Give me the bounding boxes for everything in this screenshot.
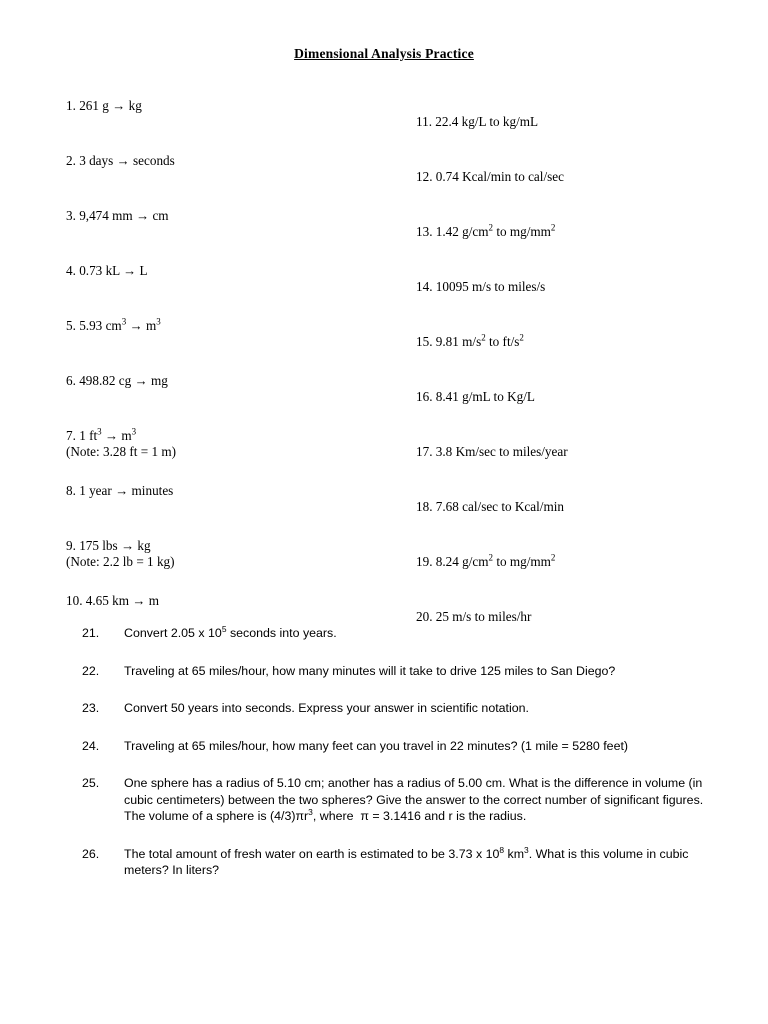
problem-item: [416, 609, 746, 625]
problem-text: 15. 9.81 $m/s^2$ to $ft/s^2$: [416, 332, 524, 349]
problem-text: 16. 8.41 g/mL to Kg/L: [416, 389, 535, 404]
word-problem: [66, 738, 726, 755]
problem-item: [416, 554, 746, 570]
problem-item: [416, 334, 746, 350]
word-problem-text: Convert 2.05 x $10^5$ seconds into years.: [124, 623, 337, 640]
word-problem-text: Traveling at 65 miles/hour, how many feet can you travel in 22 minutes? (1 mile = 5280 feet): [124, 738, 629, 753]
problem-item: [416, 499, 746, 515]
problem-text: 6. 498.82 cg → mg: [66, 373, 168, 388]
problem-text: 4. 0.73 kL → L: [66, 263, 148, 278]
problem-item: [66, 428, 396, 460]
word-problem-text: The total amount of fresh water on earth is estimated to be 3.73 x $10^8$ $km^3$. What is this volume in cubic meters? In liters?: [124, 844, 689, 877]
problem-text: 19. 8.24 $g/cm^2$ to $mg/mm^2$: [416, 552, 556, 569]
problem-item: [416, 224, 746, 240]
problem-text: 20. 25 m/s to miles/hr: [416, 609, 532, 624]
problem-text: 8. 1 year → minutes: [66, 483, 174, 498]
problem-item: [66, 373, 396, 389]
word-problem-number: 25.: [82, 776, 100, 790]
problem-item: [416, 169, 746, 185]
word-problem: [66, 625, 726, 642]
problem-text: 18. 7.68 cal/sec to Kcal/min: [416, 499, 564, 514]
problem-note: (Note: 3.28 ft = 1 m): [66, 444, 176, 459]
problems-right-column: [416, 114, 746, 664]
problem-text: 17. 3.8 Km/sec to miles/year: [416, 444, 568, 459]
problem-text: 5. 5.93 $cm^3 \to m^3$: [66, 316, 161, 333]
word-problem-number: 21.: [82, 626, 100, 640]
problem-text: 1. 261 g → kg: [66, 98, 142, 113]
problem-text: 2. 3 days → seconds: [66, 153, 175, 168]
problem-text: 12. 0.74 Kcal/min to cal/sec: [416, 169, 564, 184]
problem-item: [66, 263, 396, 279]
word-problem-number: 24.: [82, 738, 100, 753]
problem-text: 11. 22.4 kg/L to kg/mL: [416, 114, 539, 129]
word-problem: [66, 663, 726, 680]
word-problems-list: [66, 625, 726, 900]
problem-item: [66, 318, 396, 334]
problem-text: 3. 9,474 mm → cm: [66, 208, 169, 223]
word-problem-text: Traveling at 65 miles/hour, how many minutes will it take to drive 125 miles to San Diego?: [124, 663, 616, 678]
problem-text: 13. 1.42 $g/cm^2$ to $mg/mm^2$: [416, 222, 556, 239]
word-problem-number: 22.: [82, 663, 100, 678]
problem-item: [66, 483, 396, 499]
problem-text: 14. 10095 m/s to miles/s: [416, 279, 546, 294]
problem-item: [416, 114, 746, 130]
word-problem: [66, 700, 726, 717]
word-problem-text: One sphere has a radius of 5.10 cm; another has a radius of 5.00 cm. What is the difference in volume (in cubic centimeters) between the two spheres? Give the answer to the correct number of significant figures. The volume of a sphere is $(4/3)\pi r^3$, where π = 3.1416 and r is the radius.: [124, 776, 704, 823]
problem-item: [416, 389, 746, 405]
problem-item: [416, 444, 746, 460]
problem-item: [66, 538, 396, 570]
problem-text: 7. 1 $ft^3 \to m^3$: [66, 426, 137, 443]
problem-text: 9. 175 lbs → kg: [66, 538, 151, 553]
word-problem-text: Convert 50 years into seconds. Express your answer in scientific notation.: [124, 701, 529, 715]
word-problem: [66, 846, 726, 879]
word-problem-number: 23.: [82, 701, 100, 715]
problem-text: 10. 4.65 km → m: [66, 593, 160, 608]
problem-item: [66, 208, 396, 224]
problem-item: [66, 153, 396, 169]
problems-left-column: [66, 98, 396, 648]
problem-note: (Note: 2.2 lb = 1 kg): [66, 554, 175, 569]
problem-item: [416, 279, 746, 295]
problem-item: [66, 593, 396, 609]
problem-item: [66, 98, 396, 114]
word-problem-number: 26.: [82, 846, 100, 861]
word-problem: [66, 775, 726, 825]
page-title: Dimensional Analysis Practice: [294, 46, 474, 61]
